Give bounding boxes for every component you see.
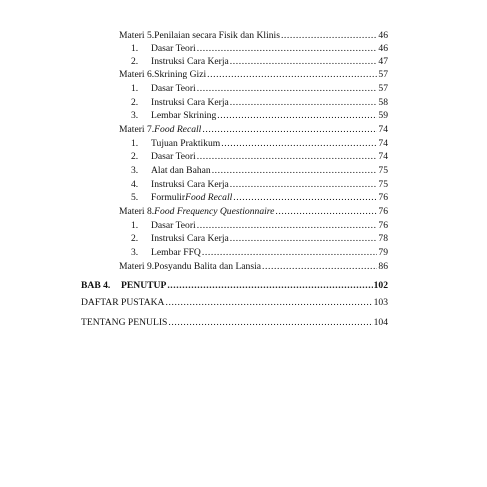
dot-leader <box>217 109 377 123</box>
toc-entry-number: 1. <box>131 220 139 231</box>
toc-entry-materi-8[interactable] <box>119 205 388 219</box>
toc-entry-page: 75 <box>378 165 388 176</box>
toc-entry-title: Instruksi Cara Kerja <box>151 233 229 244</box>
toc-entry-page: 58 <box>378 97 388 108</box>
toc-entry-prefix: Materi 5. <box>119 30 155 41</box>
toc-entry-page: 76 <box>378 192 388 203</box>
toc-entry-prefix: Materi 6. <box>119 69 155 80</box>
toc-entry-title: TENTANG PENULIS <box>81 317 168 328</box>
toc-entry-title: Lembar Skrining <box>151 110 217 121</box>
toc-entry-materi-6-1[interactable] <box>131 82 388 96</box>
toc-entry-title: Tujuan Praktikum <box>151 138 221 149</box>
toc-entry-materi-7-1[interactable] <box>131 137 388 151</box>
toc-entry-page: 78 <box>378 233 388 244</box>
toc-entry-title: Instruksi Cara Kerja <box>151 179 229 190</box>
toc-entry-materi-8-1[interactable] <box>131 219 388 233</box>
toc-entry-page: 103 <box>373 297 388 308</box>
toc-entry-number: 2. <box>131 97 139 108</box>
toc-entry-number: 4. <box>131 179 139 190</box>
dot-leader <box>275 205 377 219</box>
toc-entry-page: 102 <box>373 280 388 291</box>
toc-entry-page: 47 <box>378 56 388 67</box>
dot-leader <box>197 219 378 233</box>
dot-leader <box>230 96 378 110</box>
toc-entry-number: 2. <box>131 233 139 244</box>
toc-entry-number: 3. <box>131 165 139 176</box>
toc-entry-prefix: Materi 8. <box>119 206 155 217</box>
toc-entry-title: Penilaian secara Fisik dan Klinis <box>154 30 280 41</box>
dot-leader <box>230 178 378 192</box>
toc-entry-page: 74 <box>378 124 388 135</box>
toc-entry-materi-8-3[interactable] <box>131 246 388 260</box>
dot-leader <box>202 246 378 260</box>
toc-entry-title: Lembar FFQ <box>151 247 201 258</box>
toc-entry-number: 2. <box>131 56 139 67</box>
dot-leader <box>168 316 372 330</box>
toc-entry-number: 5. <box>131 192 139 203</box>
toc-entry-title: DAFTAR PUSTAKA <box>81 297 165 308</box>
toc-entry-title: Instruksi Cara Kerja <box>151 56 229 67</box>
toc-entry-number: BAB 4. <box>81 280 111 291</box>
toc-entry-page: 86 <box>378 261 388 272</box>
dot-leader <box>197 82 378 96</box>
toc-entry-materi-7[interactable] <box>119 123 388 137</box>
toc-entry-materi-6-3[interactable] <box>131 109 388 123</box>
dot-leader <box>166 296 373 310</box>
dot-leader <box>202 123 377 137</box>
toc-entry-page: 74 <box>378 151 388 162</box>
toc-entry-title: Dasar Teori <box>151 83 196 94</box>
dot-leader <box>212 164 378 178</box>
toc-entry-page: 104 <box>373 317 388 328</box>
dot-leader <box>221 137 377 151</box>
toc-entry-page: 75 <box>378 179 388 190</box>
toc-entry-number: 3. <box>131 110 139 121</box>
toc-entry-materi-5[interactable] <box>119 29 388 43</box>
toc-entry-title: Instruksi Cara Kerja <box>151 97 229 108</box>
toc-entry-page: 76 <box>378 206 388 217</box>
toc-entry-number: 1. <box>131 138 139 149</box>
toc-entry-page: 74 <box>378 138 388 149</box>
dot-leader <box>262 260 377 274</box>
toc-entry-title-prefix: Formulir <box>151 192 186 203</box>
toc-entry-materi-7-5[interactable] <box>131 191 388 205</box>
toc-entry-materi-7-2[interactable] <box>131 150 388 164</box>
toc-entry-materi-5-1[interactable] <box>131 42 388 56</box>
toc-entry-tentang-penulis[interactable] <box>81 316 388 330</box>
toc-entry-title: Dasar Teori <box>151 43 196 54</box>
toc-entry-title: Dasar Teori <box>151 220 196 231</box>
toc-entry-title: Alat dan Bahan <box>151 165 211 176</box>
toc-entry-number: 1. <box>131 43 139 54</box>
toc-entry-page: 57 <box>378 69 388 80</box>
toc-entry-materi-6[interactable] <box>119 68 388 82</box>
dot-leader <box>207 68 377 82</box>
toc-entry-title: Food Frequency Questionnaire <box>154 206 275 217</box>
toc-entry-title: Dasar Teori <box>151 151 196 162</box>
toc-entry-page: 57 <box>378 83 388 94</box>
dot-leader <box>233 191 377 205</box>
toc-entry-page: 59 <box>378 110 388 121</box>
toc-entry-daftar-pustaka[interactable] <box>81 296 388 310</box>
dot-leader <box>167 279 372 293</box>
toc-entry-title: Food Recall <box>154 124 202 135</box>
toc-entry-materi-6-2[interactable] <box>131 96 388 110</box>
toc-entry-number: 3. <box>131 247 139 258</box>
dot-leader <box>197 150 378 164</box>
toc-entry-materi-8-2[interactable] <box>131 232 388 246</box>
toc-entry-title: Skrining Gizi <box>154 69 207 80</box>
toc-entry-page: 79 <box>378 247 388 258</box>
toc-entry-page: 76 <box>378 220 388 231</box>
toc-entry-title: Posyandu Balita dan Lansia <box>154 261 262 272</box>
dot-leader <box>230 232 378 246</box>
toc-entry-bab-4[interactable] <box>81 279 388 293</box>
toc-entry-materi-5-2[interactable] <box>131 55 388 69</box>
toc-entry-page: 46 <box>378 43 388 54</box>
dot-leader <box>281 29 377 43</box>
toc-entry-number: 1. <box>131 83 139 94</box>
toc-entry-prefix: Materi 7. <box>119 124 155 135</box>
toc-entry-materi-9[interactable] <box>119 260 388 274</box>
toc-entry-page: 46 <box>378 30 388 41</box>
dot-leader <box>230 55 378 69</box>
toc-entry-prefix: Materi 9. <box>119 261 155 272</box>
dot-leader <box>197 42 378 56</box>
toc-entry-materi-7-3[interactable] <box>131 164 388 178</box>
toc-entry-materi-7-4[interactable] <box>131 178 388 192</box>
toc-entry-title: PENUTUP <box>121 280 167 291</box>
toc-entry-number: 2. <box>131 151 139 162</box>
toc-entry-title: Food Recall <box>185 192 233 203</box>
